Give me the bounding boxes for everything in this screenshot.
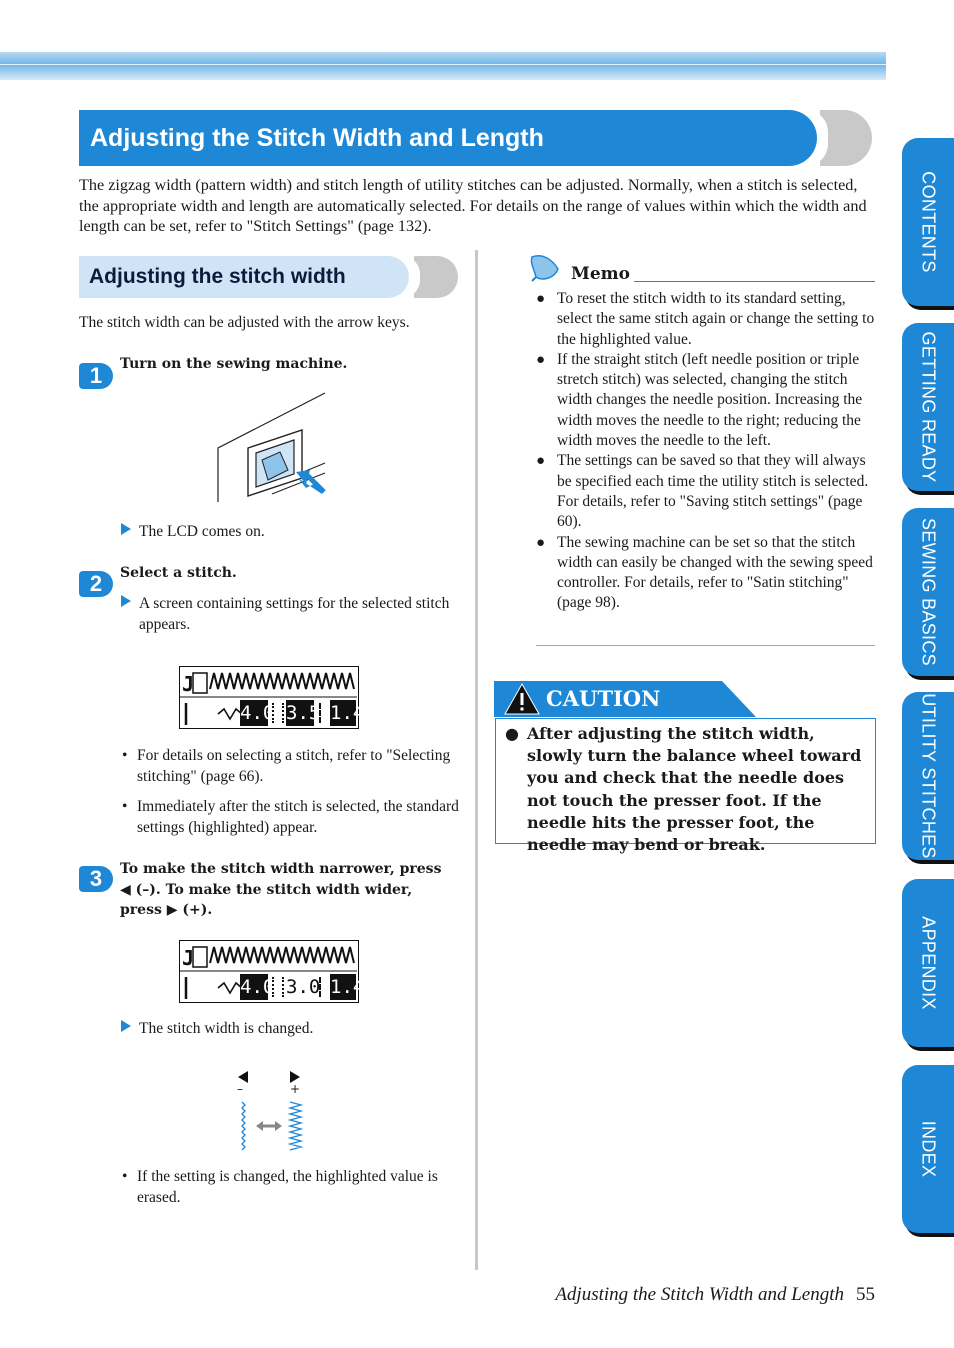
memo-item: ● To reset the stitch width to its standard setting, select the same stitch again or change the setting to the highlighted value. — [536, 290, 875, 348]
result-arrow-icon — [121, 1020, 131, 1032]
plus-label: + — [290, 1082, 301, 1096]
section-title: Adjusting the stitch width — [79, 256, 409, 298]
caution-text: ● After adjusting the stitch width, slowly turn the balance wheel toward you and check that the needle does not touch the presser foot. If the needle hits the presser foot, the needle may bend or break. — [505, 723, 867, 856]
lcd-length-value: 3.5 — [286, 702, 321, 724]
page-footer — [555, 1284, 875, 1306]
svg-text:J: J — [182, 946, 195, 970]
tab-label: GETTING READY — [918, 331, 939, 483]
tab-label: UTILITY STITCHES — [918, 693, 939, 859]
svg-text:J: J — [182, 672, 195, 696]
lcd-tension-icon — [319, 703, 325, 723]
lcd-tension-value: 1.4 — [330, 976, 365, 998]
tab-index[interactable] — [902, 1065, 954, 1233]
stitch-width-comparison — [230, 1100, 310, 1160]
caution-title: CAUTION — [546, 686, 661, 711]
tab-label: SEWING BASICS — [918, 518, 939, 666]
step-3-text: To make the stitch width narrower, press ◀ (–). To make the stitch width wider, press ▶ (+). — [120, 861, 442, 918]
lcd-length-icon — [272, 977, 284, 997]
lcd-length-icon — [272, 703, 284, 723]
step-2-text: Select a stitch. — [120, 565, 237, 581]
step-3-result-text: The stitch width is changed. — [139, 1020, 314, 1037]
power-switch-illustration — [210, 390, 335, 508]
step-1-result — [121, 522, 265, 543]
tab-appendix[interactable] — [902, 879, 954, 1047]
memo-rule — [634, 281, 875, 282]
tab-label: INDEX — [918, 1120, 939, 1178]
step-2-result — [121, 594, 461, 635]
step-2-result-text: A screen containing settings for the selected stitch appears. — [139, 595, 450, 633]
step-1-number: 1 — [79, 363, 113, 389]
memo-bottom-rule — [536, 645, 875, 646]
step-3-number: 3 — [79, 866, 113, 892]
memo-item: ● The settings can be saved so that they will always be specified each time the utility stitch is selected. For details, refer to "Saving stitch settings" (page 60). — [536, 452, 869, 531]
tab-sewing-basics[interactable] — [902, 508, 954, 676]
tab-getting-ready[interactable] — [902, 323, 954, 491]
lcd-screen-changed — [179, 940, 365, 1003]
step-2-number: 2 — [79, 571, 113, 597]
tab-contents[interactable] — [902, 138, 954, 306]
step-2-note-2-text: Immediately after the stitch is selected, the standard settings (highlighted) appear. — [137, 798, 459, 836]
memo-item: ● The sewing machine can be set so that the stitch width can easily be changed with the sewing speed controller. For details, refer to "Satin stitching" (page 98). — [536, 533, 873, 612]
section-cap-decoration — [414, 256, 458, 298]
memo-item-text: If the straight stitch (left needle position or triple stretch stitch) was selected, changing the stitch width changes the needle position. Increasing the width moves the needle to the right; reducing the width moves the needle to the left. — [557, 350, 863, 450]
tab-utility-stitches[interactable] — [902, 692, 954, 860]
lcd-width-value: 4.0 — [240, 702, 275, 724]
lcd-screen-default — [179, 666, 365, 729]
step-2-note-1-text: For details on selecting a stitch, refer to "Selecting stitching" (page 66). — [137, 747, 451, 785]
step-1-text: Turn on the sewing machine. — [120, 356, 348, 372]
header-stripe — [0, 52, 886, 80]
lcd-length-value: 3.0 — [286, 976, 321, 998]
step-2-note-2: • Immediately after the stitch is selected, the standard settings (highlighted) appear. — [122, 797, 462, 838]
memo-item-text: To reset the stitch width to its standard setting, select the same stitch again or change the setting to the highlighted value. — [557, 290, 875, 348]
step-3-note: • If the setting is changed, the highlighted value is erased. — [122, 1167, 462, 1208]
memo-item-text: The settings can be saved so that they will always be specified each time the utility stitch is selected. For details, refer to "Saving stitch settings" (page 60). — [557, 452, 869, 531]
lcd-width-value: 4.0 — [240, 976, 275, 998]
lcd-tension-icon — [319, 977, 325, 997]
intro-paragraph: The zigzag width (pattern width) and stitch length of utility stitches can be adjusted. Normally, when a stitch is selected, the appropriate width and length are automatically selected. For details on the range of values within which the width and length can be set, refer to "Stitch Settings" (page 132). — [79, 176, 867, 235]
column-divider — [475, 250, 478, 1270]
step-3-note-text: If the setting is changed, the highlighted value is erased. — [137, 1168, 438, 1206]
width-keys-diagram — [230, 1068, 310, 1158]
section-intro: The stitch width can be adjusted with the arrow keys. — [79, 314, 410, 331]
footer-title: Adjusting the Stitch Width and Length — [555, 1284, 844, 1305]
lcd-tension-value: 1.4 — [330, 702, 365, 724]
minus-label: – — [237, 1082, 243, 1096]
memo-list — [536, 289, 876, 614]
tab-label: CONTENTS — [918, 171, 939, 273]
page-title: Adjusting the Stitch Width and Length — [79, 110, 817, 166]
memo-title: Memo — [571, 264, 630, 284]
tab-label: APPENDIX — [918, 916, 939, 1010]
result-arrow-icon — [121, 523, 131, 535]
memo-item: ● If the straight stitch (left needle position or triple stretch stitch) was selected, changing the stitch width changes the needle position. Increasing the width moves the needle to the right; reducing the width moves the needle to the left. — [536, 350, 863, 450]
step-2-note-1: • For details on selecting a stitch, refer to "Selecting stitching" (page 66). — [122, 746, 462, 787]
page-number: 55 — [856, 1284, 875, 1305]
result-arrow-icon — [121, 595, 131, 607]
step-3-result — [121, 1019, 313, 1040]
memo-icon — [528, 253, 562, 283]
step-1-result-text: The LCD comes on. — [139, 523, 265, 540]
memo-item-text: The sewing machine can be set so that the stitch width can easily be changed with the sewing speed controller. For details, refer to "Satin stitching" (page 98). — [557, 533, 873, 612]
caution-text-body: After adjusting the stitch width, slowly turn the balance wheel toward you and check that the needle does not touch the presser foot. If the needle hits the presser foot, the needle may bend or break. — [527, 724, 862, 855]
